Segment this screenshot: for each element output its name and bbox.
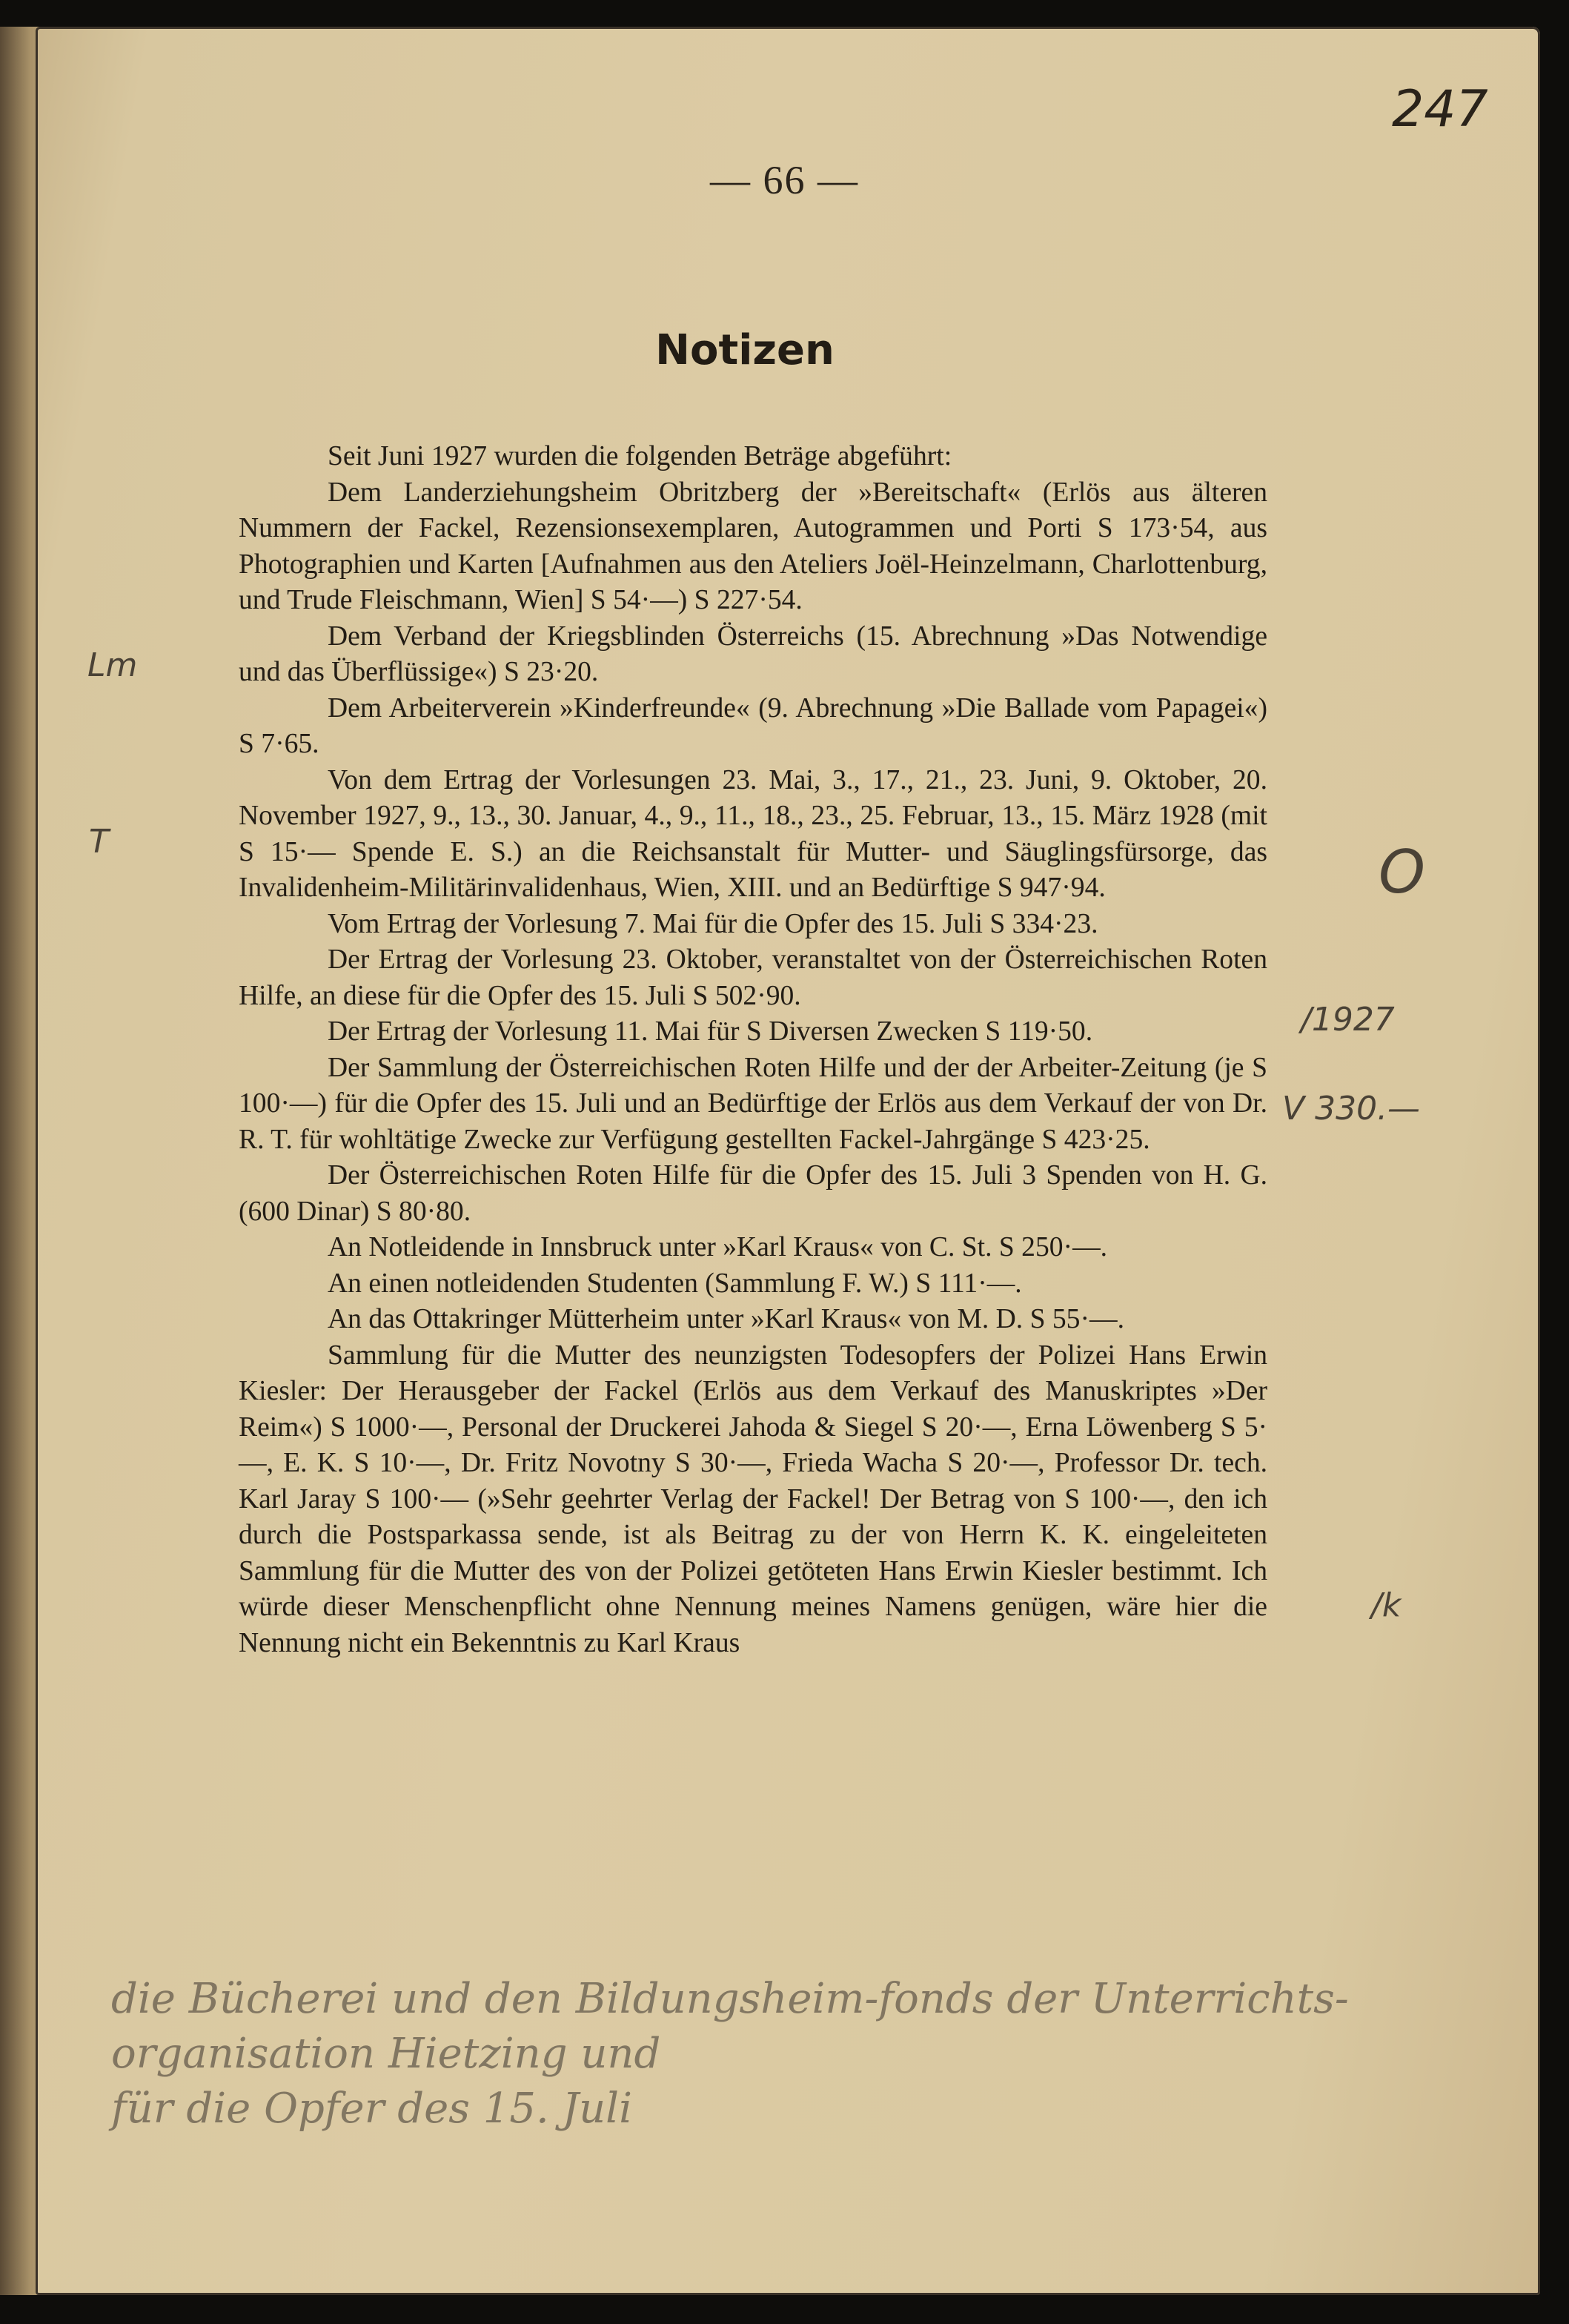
page-number: — 66 —	[710, 158, 859, 202]
margin-note-o: O	[1379, 838, 1425, 907]
paragraph: Dem Verband der Kriegsblinden Österreichs (15. Abrechnung »Das Notwendige und das Überflüssige«) S 23·20.	[239, 620, 1267, 687]
paragraph: Der Ertrag der Vorlesung 23. Oktober, veranstaltet von der Österreichischen Roten Hilfe, an diese für die Opfer des 15. Juli S 502·90.	[239, 944, 1267, 1011]
handwritten-line: für die Opfer des 15. Juli	[111, 2085, 632, 2133]
paragraph: Der Ertrag der Vorlesung 11. Mai für S Diversen Zwecken S 119·50.	[328, 1016, 1093, 1047]
handwritten-note	[111, 1972, 1460, 2136]
margin-note-lm: Lm	[87, 646, 138, 684]
paragraph: Der Sammlung der Österreichischen Roten Hilfe und der der Arbeiter-Zeitung (je S 100·—) für die Opfer des 15. Juli und an Bedürftige der Erlös aus dem Verkauf der von Dr. R. T. für wohltätige Zwecke zur Verfügung gestellten Fackel-Jahrgänge S 423·25.	[239, 1052, 1267, 1155]
body-text	[239, 439, 1267, 1661]
handwritten-line: organisation Hietzing und	[111, 2030, 661, 2078]
handwritten-line: die Bücherei und den Bildungsheim-fonds der Unterrichts-	[111, 1975, 1349, 2023]
page-title: Notizen	[655, 326, 835, 374]
paragraph: Von dem Ertrag der Vorlesungen 23. Mai, 3., 17., 21., 23. Juni, 9. Oktober, 20. November 1927, 9., 13., 30. Januar, 4., 9., 11., 18., 23., 25. Februar, 13., 15. März 1928 (mit S 15·— Spende E. S.) an die Reichsanstalt für Mutter- und Säuglingsfürsorge, das Invalidenheim-Militärinvalidenhaus, Wien, XIII. und an Bedürftige S 947·94.	[239, 764, 1267, 903]
margin-note-330: V 330.—	[1282, 1090, 1421, 1128]
paragraph: Der Österreichischen Roten Hilfe für die Opfer des 15. Juli 3 Spenden von H. G. (600 Dinar) S 80·80.	[239, 1160, 1267, 1227]
margin-note-k: /k	[1371, 1586, 1402, 1624]
margin-note-1927: /1927	[1301, 1001, 1395, 1039]
paragraph: Vom Ertrag der Vorlesung 7. Mai für die Opfer des 15. Juli S 334·23.	[328, 908, 1098, 939]
paragraph: Dem Arbeiterverein »Kinderfreunde« (9. Abrechnung »Die Ballade vom Papagei«) S 7·65.	[239, 692, 1267, 759]
paragraph: An einen notleidenden Studenten (Sammlung F. W.) S 111·—.	[328, 1268, 1022, 1299]
paragraph: Dem Landerziehungsheim Obritzberg der »Bereitschaft« (Erlös aus älteren Nummern der Fackel, Rezensionsexemplaren, Autogrammen und Porti S 173·54, aus Photographien und Karten [Aufnahmen aus den Ateliers Joël-Heinzelmann, Charlottenburg, und Trude Fleischmann, Wien] S 54·—) S 227·54.	[239, 477, 1267, 615]
paragraph: An das Ottakringer Mütterheim unter »Karl Kraus« von M. D. S 55·—.	[328, 1304, 1124, 1334]
handwritten-folio-number: 247	[1392, 80, 1488, 139]
margin-note-t: T	[89, 823, 109, 861]
paragraph: Seit Juni 1927 wurden die folgenden Beträge abgeführt:	[328, 441, 952, 471]
paragraph: Sammlung für die Mutter des neunzigsten Todesopfers der Polizei Hans Erwin Kiesler: Der Herausgeber der Fackel (Erlös aus dem Verkauf des Manuskriptes »Der Reim«) S 1000·—, Personal der Druckerei Jahoda & Siegel S 20·—, Erna Löwenberg S 5·—, E. K. S 10·—, Dr. Fritz Novotny S 30·—, Frieda Wacha S 20·—, Professor Dr. tech. Karl Jaray S 100·— (»Sehr geehrter Verlag der Fackel! Der Betrag von S 100·—, den ich durch die Postsparkassa sende, ist als Beitrag zu der von Herrn K. K. eingeleiteten Sammlung für die Mutter des von der Polizei getöteten Hans Erwin Kiesler bestimmt. Ich würde dieser Menschenpflicht ohne Nennung meines Namens genügen, wäre hier die Nennung nicht ein Bekenntnis zu Karl Kraus	[239, 1340, 1267, 1658]
paragraph: An Notleidende in Innsbruck unter »Karl Kraus« von C. St. S 250·—.	[328, 1232, 1108, 1262]
